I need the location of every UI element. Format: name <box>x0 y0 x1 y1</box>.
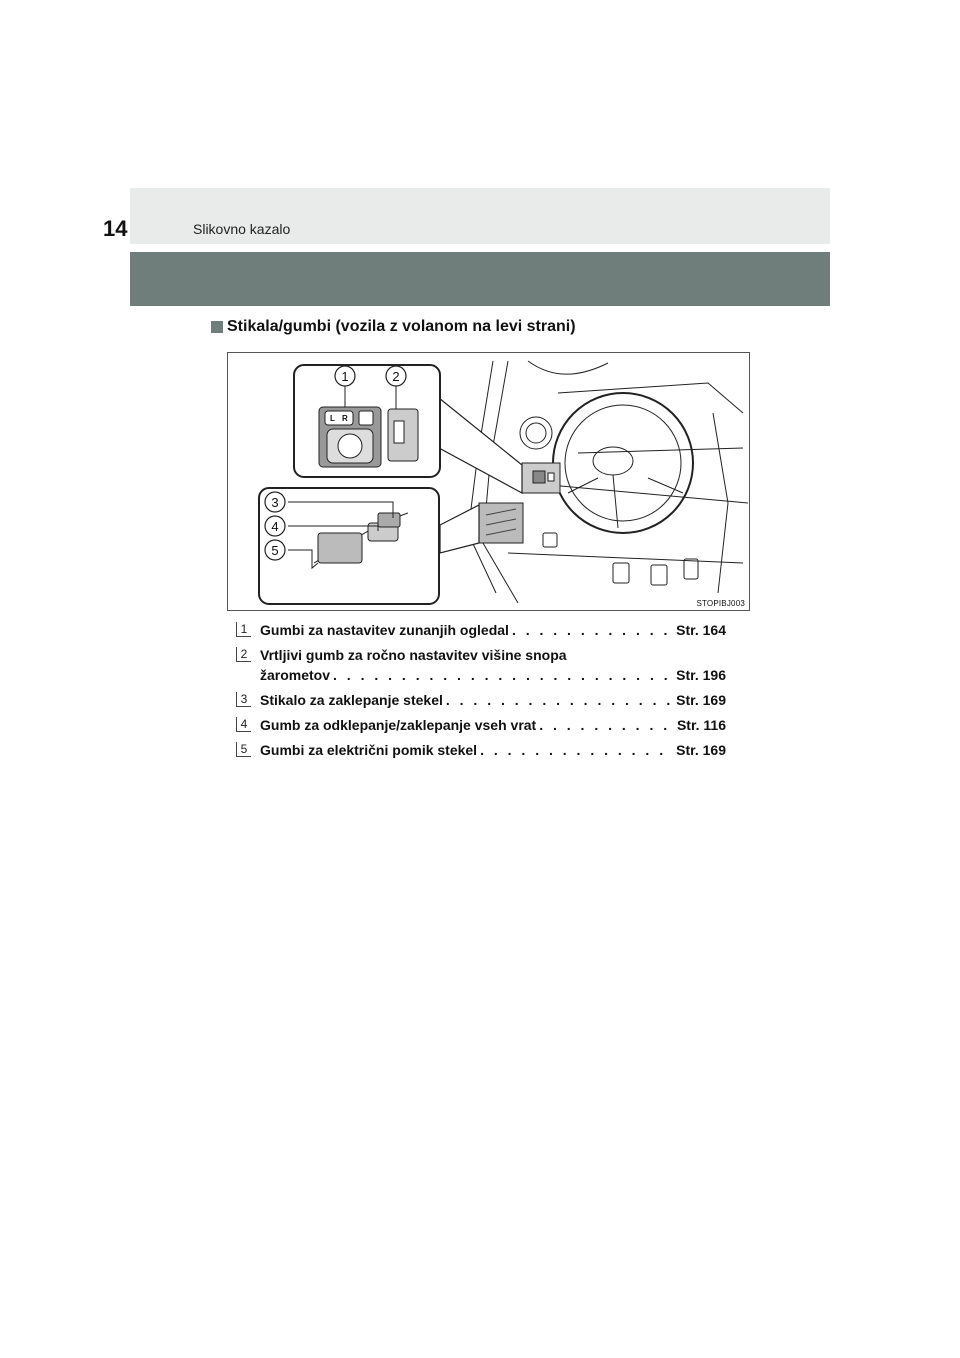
leader-dots <box>480 740 673 760</box>
subheading <box>211 318 576 336</box>
illustration-drawing <box>228 353 751 612</box>
item-number: 3 <box>236 692 251 707</box>
item-number: 4 <box>236 717 251 732</box>
page-reference-link[interactable]: Str. 169 <box>676 692 726 708</box>
leader-dots <box>539 715 674 735</box>
callout-2: 2 <box>392 369 400 384</box>
list-item <box>236 715 726 735</box>
figure-code: STOPIBJ003 <box>696 599 745 608</box>
list-item <box>236 690 726 710</box>
item-label: Gumbi za električni pomik stekel <box>260 742 478 758</box>
item-number: 5 <box>236 742 251 757</box>
title-band <box>130 252 830 306</box>
item-number: 2 <box>236 647 251 662</box>
subheading-text: Stikala/gumbi (vozila z volanom na levi strani) <box>227 318 576 335</box>
callout-4: 4 <box>271 519 279 534</box>
item-label-continued: žarometov <box>260 667 331 683</box>
item-label: Gumbi za nastavitev zunanjih ogledal <box>260 622 509 638</box>
leader-dots <box>512 620 673 640</box>
callout-5: 5 <box>271 543 279 558</box>
page-reference-link[interactable]: Str. 169 <box>676 742 726 758</box>
item-number: 1 <box>236 622 251 637</box>
page-reference-link[interactable]: Str. 196 <box>676 667 726 683</box>
item-label: Gumb za odklepanje/zaklepanje vseh vrat <box>260 717 537 733</box>
mirror-switch-right-label: R <box>342 414 348 423</box>
callout-3: 3 <box>271 495 279 510</box>
page-number: 14 <box>103 216 128 241</box>
callout-1: 1 <box>341 369 349 384</box>
list-item <box>236 620 726 640</box>
mirror-switch-left-label: L <box>330 414 335 423</box>
page-reference-link[interactable]: Str. 116 <box>676 717 726 733</box>
page-reference-link[interactable]: Str. 164 <box>676 622 726 638</box>
leader-dots <box>333 665 673 685</box>
section-title: Slikovno kazalo <box>193 221 291 237</box>
item-label: Stikalo za zaklepanje stekel <box>260 692 443 708</box>
bullet-square-icon <box>211 321 223 333</box>
switches-illustration <box>227 352 750 611</box>
item-list <box>236 620 726 765</box>
item-label: Vrtljivi gumb za ročno nastavitev višine snopa <box>260 647 567 663</box>
list-item <box>236 645 726 685</box>
list-item <box>236 740 726 760</box>
leader-dots <box>446 690 673 710</box>
